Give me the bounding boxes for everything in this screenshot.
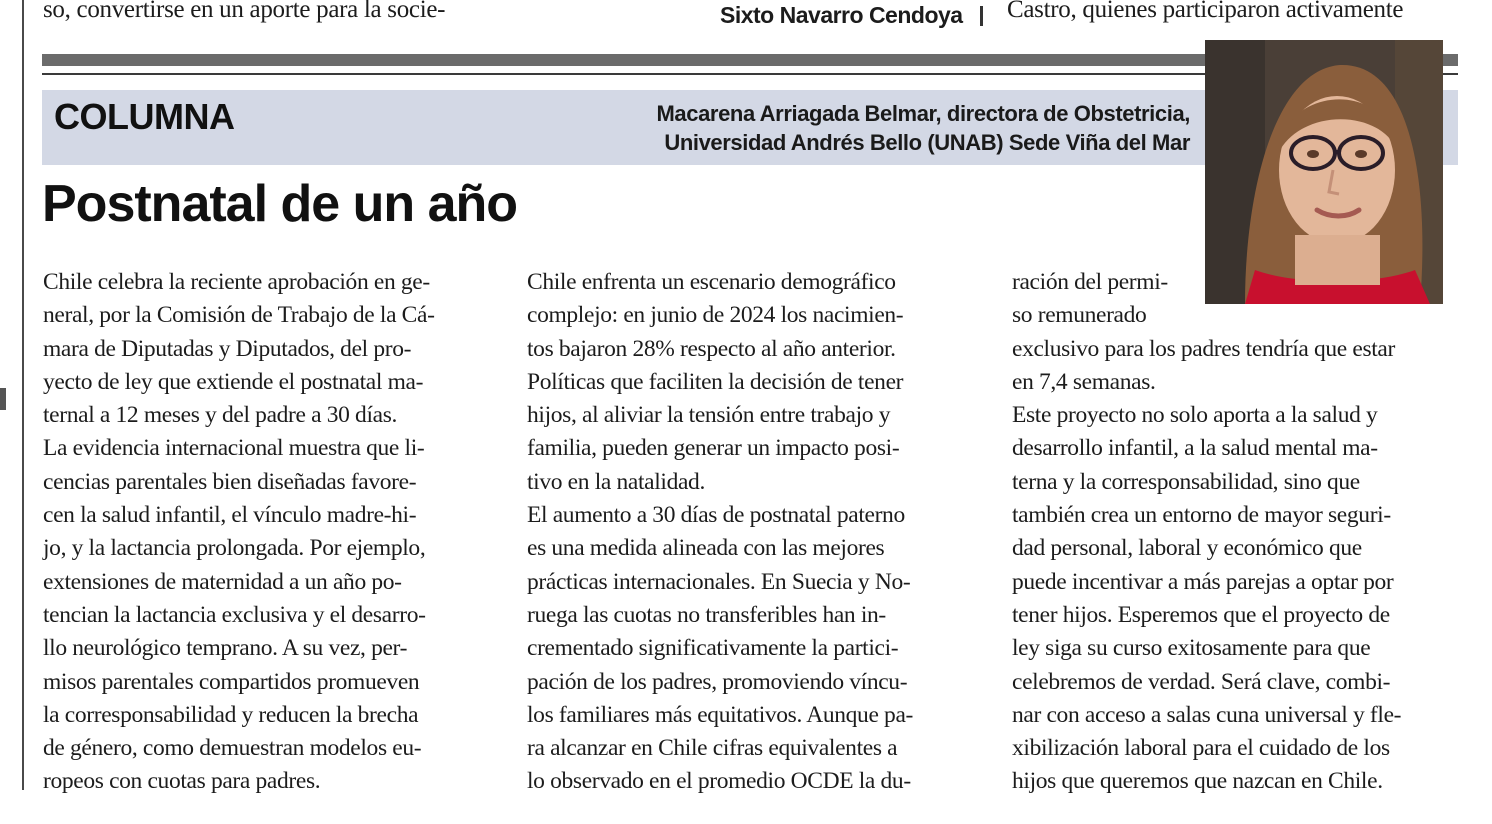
article-text-line: es una medida alineada con las mejores [527,535,885,562]
article-text-line: so remunerado [1012,302,1147,329]
article-text-line: también crea un entorno de mayor seguri- [1012,502,1391,529]
adjacent-article-fragment: Castro, quienes participaron activamente [1007,0,1404,23]
article-text-line: hijos que queremos que nazcan en Chile. [1012,768,1383,795]
article-text-line: yecto de ley que extiende el postnatal ma- [43,368,424,395]
author-portrait-illustration [1205,40,1443,304]
article-text-line: puede incentivar a más parejas a optar por [1012,568,1394,595]
article-text-line: familia, pueden generar un impacto posi- [527,435,900,462]
article-text-line: ra alcanzar en Chile cifras equivalentes a [527,735,898,762]
article-text-line: Este proyecto no solo aporta a la salud y [1012,402,1378,429]
page-edge-mark [0,388,6,410]
page-left-rule [22,0,24,790]
article-column-1 [43,266,493,799]
article-text-line: tivo en la natalidad. [527,468,705,495]
article-text-line: La evidencia internacional muestra que li- [43,435,425,462]
article-text-line: cencias parentales bien diseñadas favore- [43,468,417,495]
article-text-line: mara de Diputadas y Diputados, del pro- [43,335,412,362]
article-text-line: Chile enfrenta un escenario demográfico [527,269,896,295]
article-text-line: pación de los padres, promoviendo víncu- [527,668,908,695]
article-column-3 [1012,266,1462,799]
section-label: COLUMNA [54,96,235,137]
article-text-line: los familiares más equitativos. Aunque pa- [527,701,914,728]
article-text-line: ropeos con cuotas para padres. [43,768,321,795]
article-text-line: complejo: en junio de 2024 los nacimien- [527,302,904,329]
previous-article-fragment: so, convertirse en un aporte para la socie- [43,0,446,23]
article-text-line: Políticas que faciliten la decisión de tener [527,368,904,395]
author-photo [1205,40,1443,304]
article-headline: Postnatal de un año [42,175,518,233]
article-text-line: jo, y la lactancia prolongada. Por ejemplo, [43,535,426,562]
article-text-line: ternal a 12 meses y del padre a 30 días. [43,402,398,429]
article-text-line: Chile celebra la reciente aprobación en ge- [43,269,430,295]
author-name-title: Macarena Arriagada Belmar, directora de Obstetricia, [656,101,1190,126]
article-text-line: ruega las cuotas no transferibles han in- [527,601,886,628]
article-text-line: tos bajaron 28% respecto al año anterior. [527,335,896,362]
article-text-line: llo neurológico temprano. A su vez, per- [43,635,408,662]
column-divider [980,6,983,26]
author-credit [656,99,1190,157]
author-institution: Universidad Andrés Bello (UNAB) Sede Viña del Mar [664,130,1190,155]
article-text-line: desarrollo infantil, a la salud mental ma- [1012,435,1378,462]
article-text-line: de género, como demuestran modelos eu- [43,735,422,762]
article-text-line: dad personal, laboral y económico que [1012,535,1362,562]
article-text-line: misos parentales compartidos promueven [43,668,420,695]
article-text-line: neral, por la Comisión de Trabajo de la Cá- [43,302,435,329]
article-text-line: hijos, al aliviar la tensión entre trabajo y [527,402,891,429]
article-text-line: lo observado en el promedio OCDE la du- [527,768,911,795]
article-text-line: extensiones de maternidad a un año po- [43,568,402,595]
article-text-line: cen la salud infantil, el vínculo madre-hi- [43,502,417,529]
article-text-line: crementado significativamente la partici- [527,635,899,662]
article-text-line: El aumento a 30 días de postnatal paterno [527,502,905,529]
article-text-line: ley siga su curso exitosamente para que [1012,635,1371,662]
article-text-line: celebremos de verdad. Será clave, combi- [1012,668,1391,695]
article-text-line: xibilización laboral para el cuidado de los [1012,735,1390,762]
article-text-line: exclusivo para los padres tendría que estar [1012,335,1395,362]
article-text-line: la corresponsabilidad y reducen la brecha [43,701,419,728]
article-text-line: en 7,4 semanas. [1012,368,1156,395]
article-text-line: ración del permi- [1012,269,1168,295]
article-text-line: terna y la corresponsabilidad, sino que [1012,468,1360,495]
article-text-line: nar con acceso a salas cuna universal y fle- [1012,701,1402,728]
article-text-line: tener hijos. Esperemos que el proyecto de [1012,601,1390,628]
article-column-2 [527,266,977,799]
previous-article-byline: Sixto Navarro Cendoya [720,2,963,28]
article-text-line: prácticas internacionales. En Suecia y No- [527,568,911,595]
article-text-line: tencian la lactancia exclusiva y el desarro- [43,601,426,628]
